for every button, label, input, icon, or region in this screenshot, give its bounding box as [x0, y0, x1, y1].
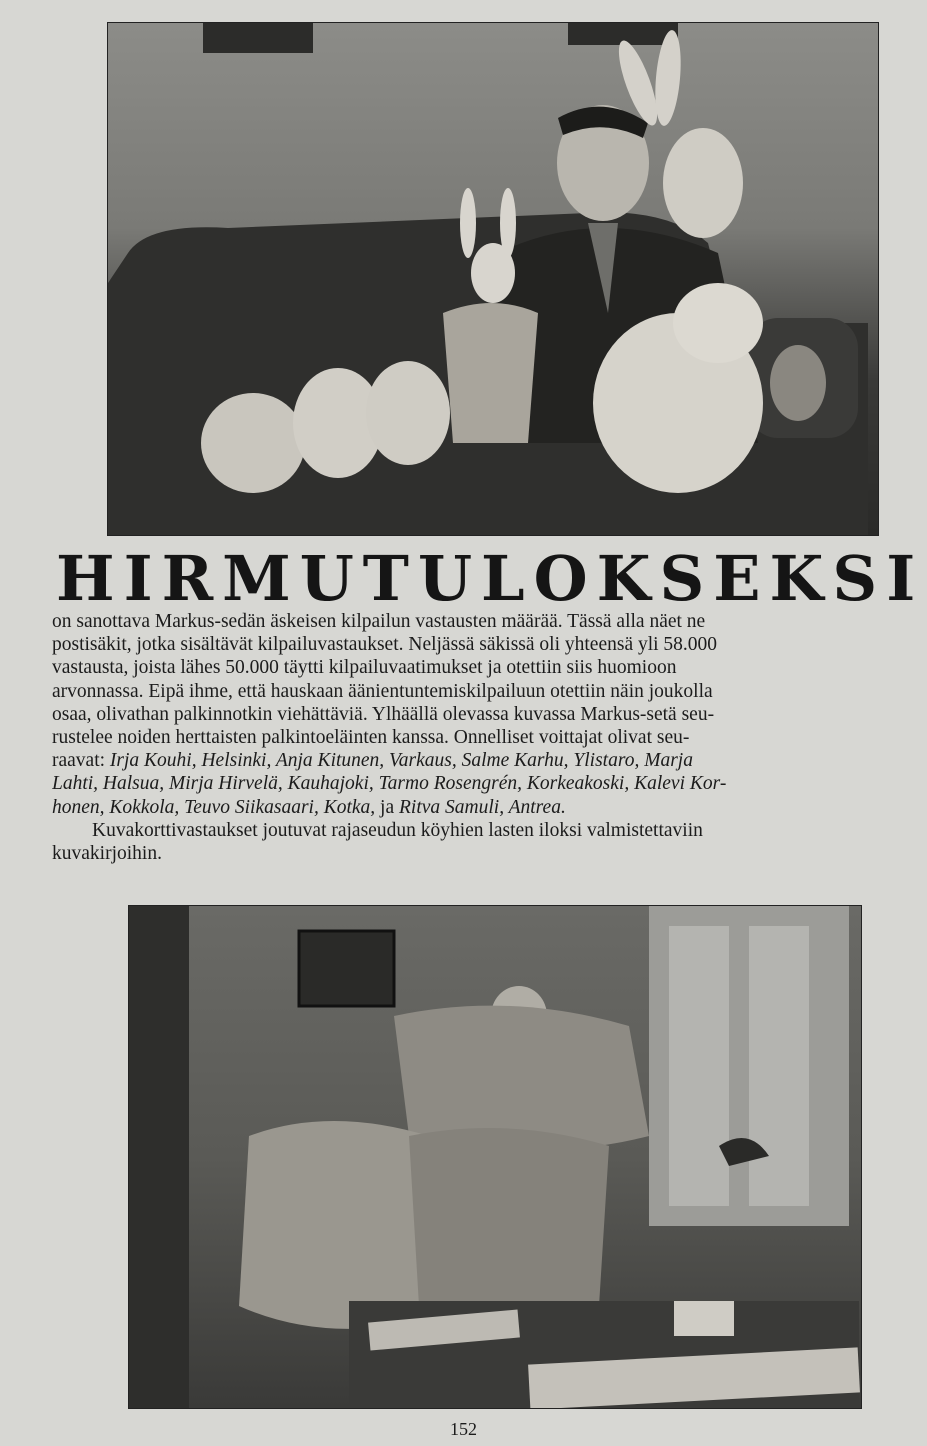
- winners-line: [52, 796, 927, 819]
- mail-sack-left: [239, 1121, 439, 1329]
- wall-picture: [299, 931, 394, 1006]
- photo-man-with-plush-toys: [107, 22, 879, 536]
- text-line: vastausta, joista lähes 50.000 täytti kilpailuvaatimukset ja otettiin siis huomioon: [52, 657, 677, 679]
- plush-bunny-dress: [443, 303, 538, 443]
- plush-small-right: [770, 345, 826, 421]
- page-number: 152: [450, 1419, 477, 1439]
- door-frame: [129, 906, 189, 1408]
- plush-teddy-left: [201, 393, 305, 493]
- text-line: postisäkit, jotka sisältävät kilpailuvastaukset. Neljässä säkissä oli yhteensä yli 58.000: [52, 634, 718, 656]
- text-line: Kuvakorttivastaukset joutuvat rajaseudun köyhien lasten iloksi valmistettaviin: [92, 819, 703, 841]
- headline: HIRMUTULOKSEKSI: [56, 542, 925, 615]
- text-line: rustelee noiden herttaisten palkintoeläinten kanssa. Onnelliset voittajat olivat seu-: [52, 726, 690, 748]
- winners-names: Irja Kouhi, Helsinki, Anja Kitunen, Varkaus, Salme Karhu, Ylistaro, Marja: [109, 750, 693, 772]
- text-line: kuvakirjoihin.: [52, 842, 162, 864]
- winners-names: honen, Kokkola, Teuvo Siikasaari, Kotka,: [52, 796, 376, 818]
- text-line: on sanottava Markus-sedän äskeisen kilpailun vastausten määrää. Tässä alla näet ne: [52, 611, 706, 632]
- winners-intro: raavat:: [52, 750, 106, 772]
- photo-top-illustration: [108, 23, 878, 535]
- photo-mail-sacks: [128, 905, 862, 1409]
- winners-line: [52, 749, 927, 772]
- desk-box: [674, 1301, 734, 1336]
- text-line: osaa, olivathan palkinnotkin viehättäviä. Ylhäällä olevassa kuvassa Markus-setä seu-: [52, 703, 715, 725]
- winners-last: Ritva Samuli, Antrea.: [399, 796, 566, 818]
- winners-names: Lahti, Halsua, Mirja Hirvelä, Kauhajoki, Tarmo Rosengrén, Korkeakoski, Kalevi Kor-: [52, 773, 727, 795]
- winners-conjunction: ja: [380, 796, 395, 818]
- plush-bunny-shoulder: [663, 128, 743, 238]
- text-line: arvonnassa. Eipä ihme, että hauskaan äänientuntemiskilpailuun otettiin näin joukolla: [52, 680, 713, 702]
- winners-line: [52, 772, 927, 795]
- article-text: [52, 610, 927, 865]
- mail-sack-top: [394, 1006, 649, 1151]
- mail-sack-middle: [409, 1128, 609, 1321]
- plush-dog-2: [366, 361, 450, 465]
- wall-picture-left: [203, 23, 313, 53]
- photo-bottom-illustration: [129, 906, 861, 1408]
